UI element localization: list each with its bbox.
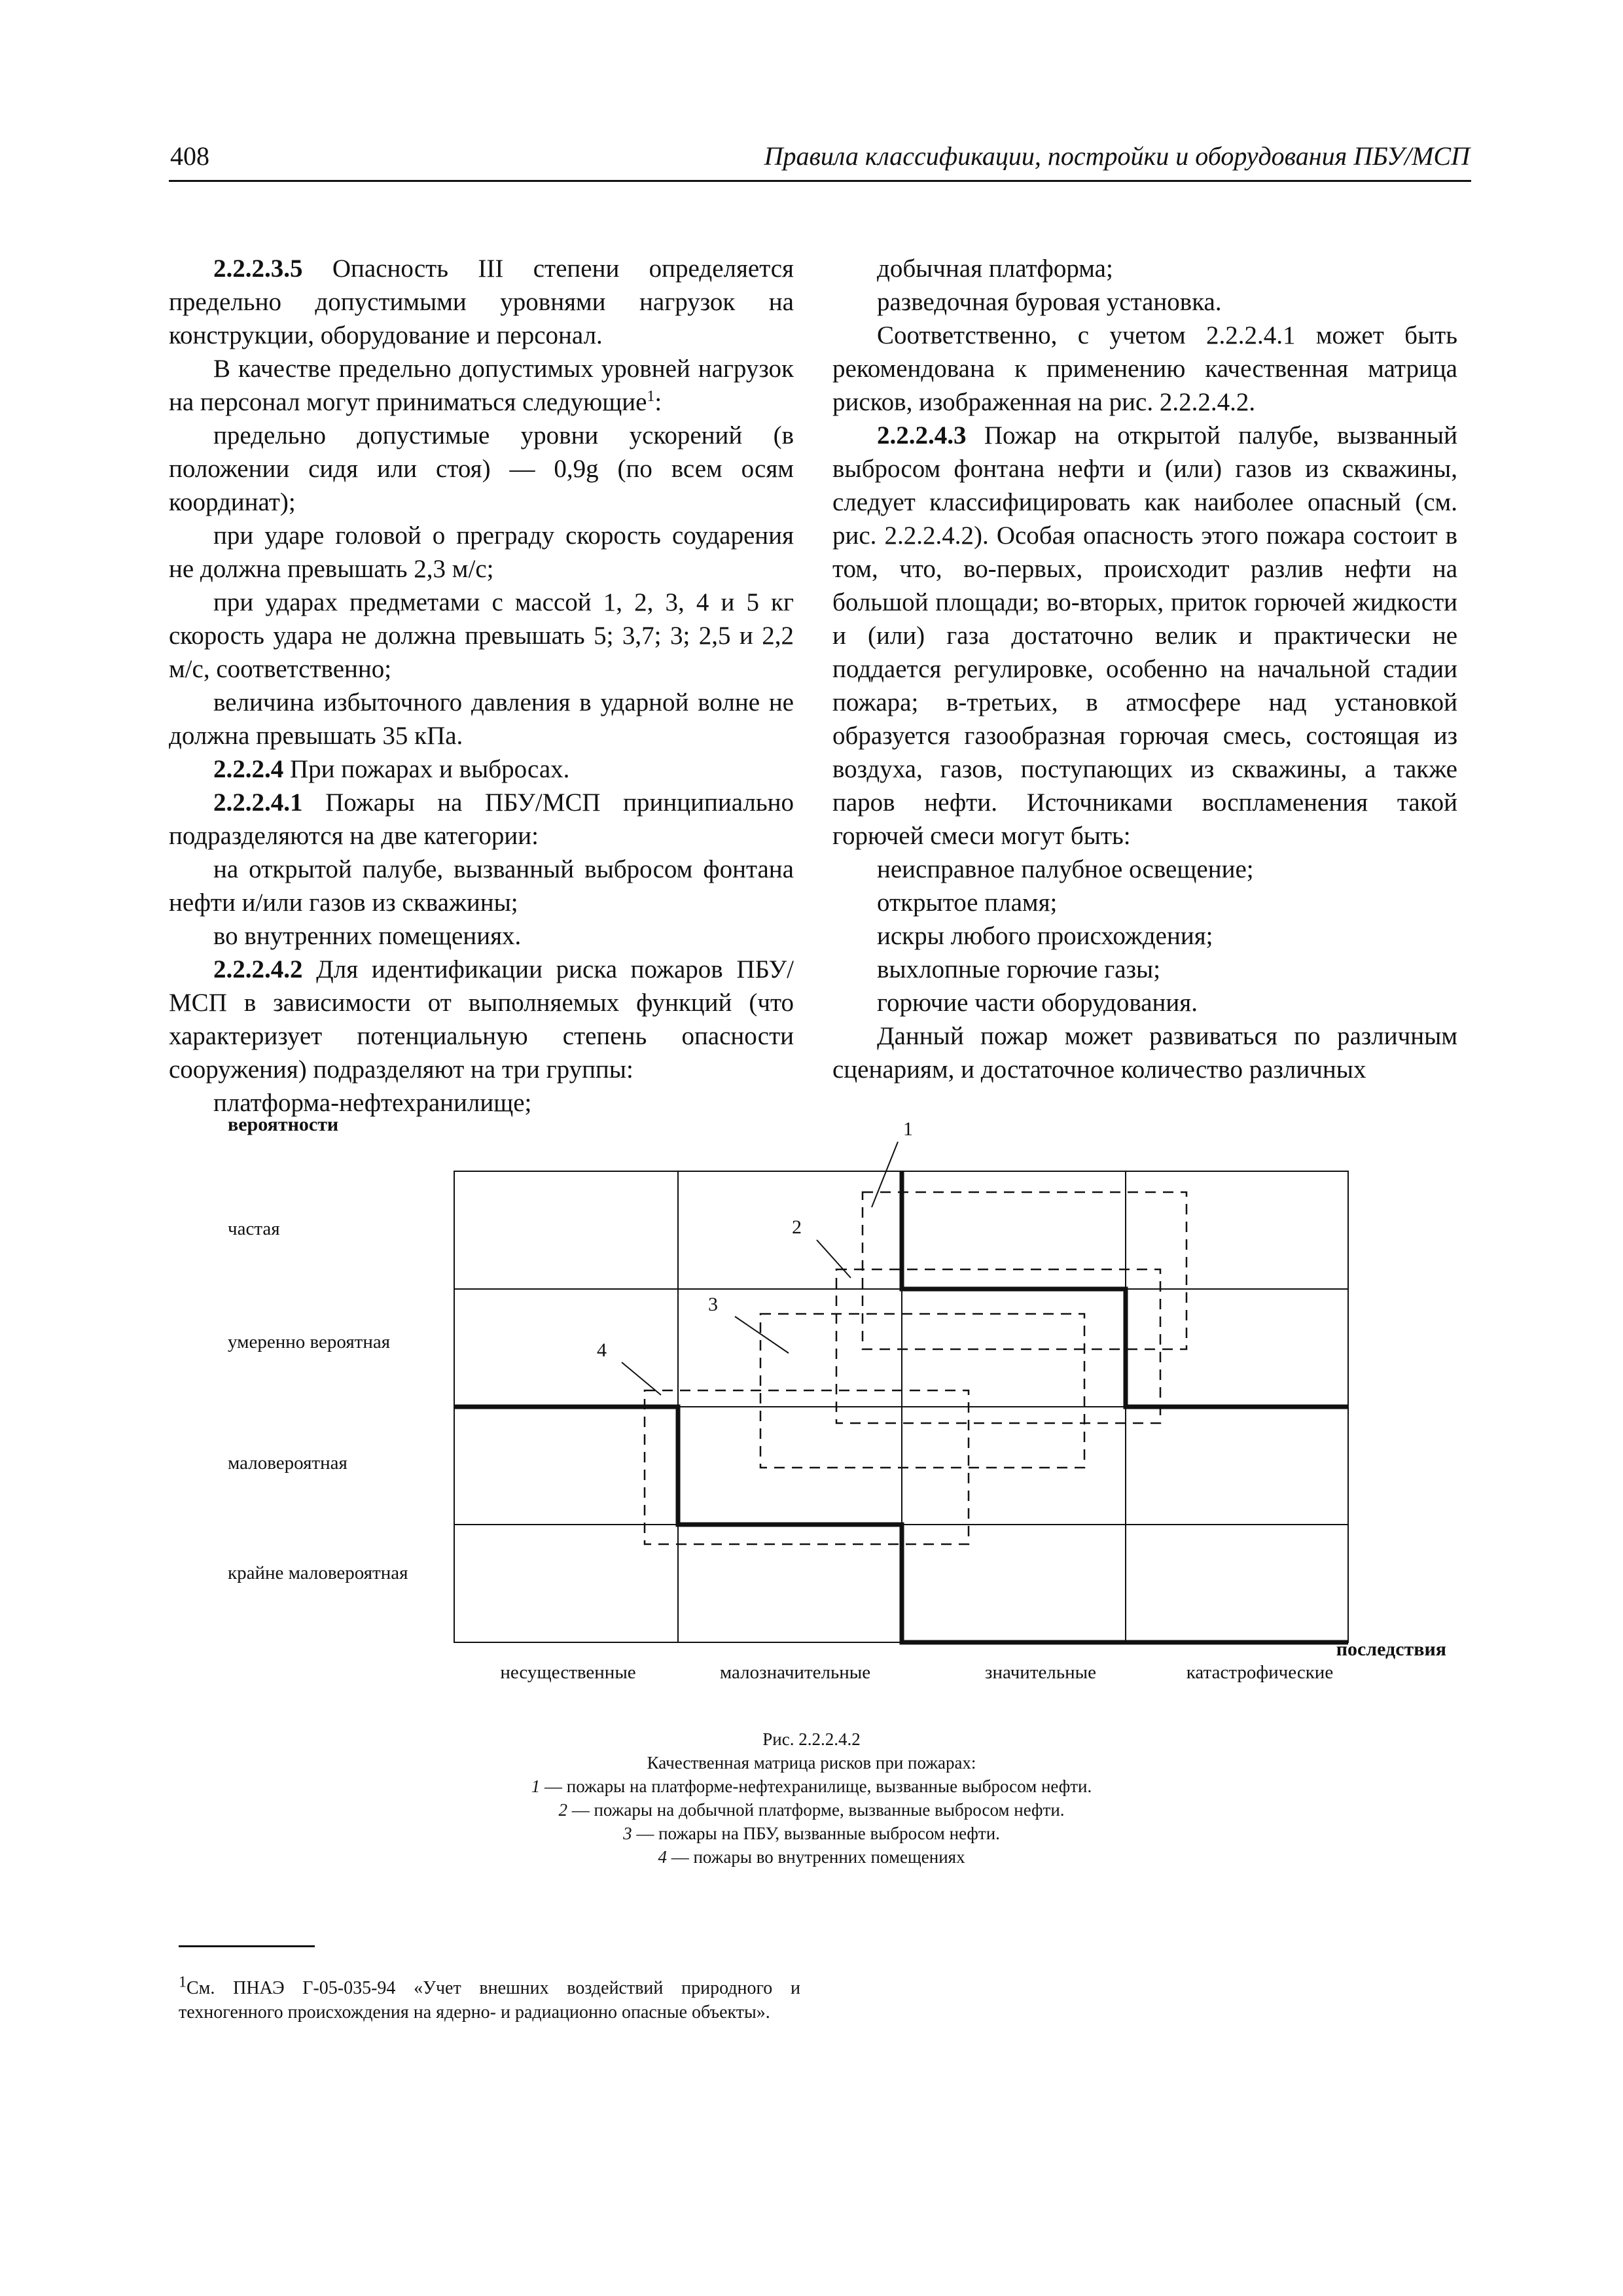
- paragraph: 2.2.2.4.3 Пожар на открытой палубе, вызванный выбросом фонтана нефти и (или) газов из скважины, следует классифицировать как наиболее опасный (см. рис. 2.2.2.4.2). Особая опасность этого пожара состоит в том, что, во-первых, происходит разлив нефти на большой площади; во-вторых, приток горючей жидкости и (или) газа достаточно велик и практически не поддается регулировке, особенно на начальной стадии пожара; в-третьих, в атмосфере над установкой образуется газообразная горючая смесь, состоящая из воздуха, газов, поступающих из скважины, а также паров нефти. Источниками воспламенения такой горючей смеси могут быть:: [832, 421, 1457, 850]
- paragraph: выхлопные горючие газы;: [877, 955, 1161, 983]
- paragraph: 2.2.2.4 При пожарах и выбросах.: [213, 755, 570, 783]
- footnote: $^1$См. ПНАЭ Г-05-035-94 «Учет внешних воздействий природного и техногенного происхождения на ядерно- и радиационно опасные объекты».: [179, 1973, 800, 2022]
- paragraph: искры любого происхождения;: [877, 922, 1213, 950]
- row-label-very-unlikely: крайне маловероятная: [228, 1563, 408, 1583]
- caption-item: 2 — пожары на добычной платформе, вызванные выбросом нефти.: [558, 1800, 1065, 1820]
- paragraph: 2.2.2.3.5 Опасность III степени определяется предельно допустимыми уровнями нагрузок на конструкции, оборудование и персонал.: [169, 255, 794, 349]
- col-label-minor: малозначительные: [719, 1662, 871, 1683]
- paragraph: горючие части оборудования.: [877, 989, 1198, 1017]
- zone-label-2: 2: [792, 1216, 802, 1238]
- caption-item: 3 — пожары на ПБУ, вызванные выбросом нефти.: [623, 1824, 1000, 1843]
- paragraph: на открытой палубе, вызванный выбросом фонтана нефти и/или газов из скважины;: [169, 855, 794, 917]
- caption-item: 4 — пожары во внутренних помещениях: [658, 1847, 965, 1867]
- caption-number: Рис. 2.2.2.4.2: [762, 1729, 861, 1749]
- row-label-unlikely: маловероятная: [228, 1453, 348, 1474]
- paragraph: открытое пламя;: [877, 889, 1058, 917]
- figure-caption: [0, 1727, 1623, 1869]
- paragraph: добычная платформа;: [877, 255, 1113, 283]
- paragraph: разведочная буровая установка.: [877, 288, 1222, 316]
- row-label-moderate: умеренно вероятная: [228, 1332, 391, 1352]
- col-label-negligible: несущественные: [500, 1662, 636, 1683]
- paragraph: Данный пожар может развиваться по различным сценариям, и достаточное количество различных: [832, 1022, 1457, 1084]
- col-label-significant: значительные: [985, 1662, 1096, 1683]
- running-title: Правила классификации, постройки и оборудования ПБУ/МСП: [764, 141, 1470, 171]
- paragraph: 2.2.2.4.1 Пожары на ПБУ/МСП принципиально подразделяются на две категории:: [169, 788, 794, 850]
- page-number: 408: [170, 141, 209, 171]
- zone-label-3: 3: [708, 1294, 718, 1315]
- zone-label-4: 4: [597, 1339, 607, 1361]
- zone-label-1: 1: [903, 1118, 913, 1140]
- paragraph: платформа-нефтехранилище;: [213, 1089, 532, 1117]
- paragraph: неисправное палубное освещение;: [877, 855, 1254, 883]
- caption-item: 1 — пожары на платформе-нефтехранилище, вызванные выбросом нефти.: [531, 1776, 1092, 1796]
- paragraph: величина избыточного давления в ударной волне не должна превышать 35 кПа.: [169, 688, 794, 750]
- x-axis-title: последствия: [1336, 1638, 1446, 1660]
- paragraph: Соответственно, с учетом 2.2.2.4.1 может быть рекомендована к применению качественная матрица рисков, изображенная на рис. 2.2.2.4.2.: [832, 321, 1457, 416]
- footnote-rule: [179, 1945, 315, 1947]
- col-label-catastrophic: катастрофические: [1186, 1662, 1334, 1683]
- paragraph: при ударах предметами с массой 1, 2, 3, 4 и 5 кг скорость удара не должна превышать 5; 3,7; 3; 2,5 и 2,2 м/с, соответственно;: [169, 588, 794, 683]
- paragraph: при ударе головой о преграду скорость соударения не должна превышать 2,3 м/с;: [169, 521, 794, 583]
- zone-2-rect: [836, 1269, 1160, 1423]
- paragraph: предельно допустимые уровни ускорений (в положении сидя или стоя) — 0,9g (по всем осям координат);: [169, 421, 794, 516]
- paragraph: В качестве предельно допустимых уровней нагрузок на персонал могут приниматься следующие$^1$:: [169, 355, 794, 416]
- paragraph: во внутренних помещениях.: [213, 922, 522, 950]
- zone-1-rect: [863, 1192, 1186, 1349]
- paragraph: 2.2.2.4.2 Для идентификации риска пожаров ПБУ/МСП в зависимости от выполняемых функций (что характеризует потенциальную степень опасности сооружения) подразделяют на три группы:: [169, 955, 794, 1084]
- y-axis-title: вероятности: [228, 1114, 339, 1135]
- caption-title: Качественная матрица рисков при пожарах:: [647, 1753, 976, 1773]
- row-label-frequent: частая: [228, 1218, 280, 1239]
